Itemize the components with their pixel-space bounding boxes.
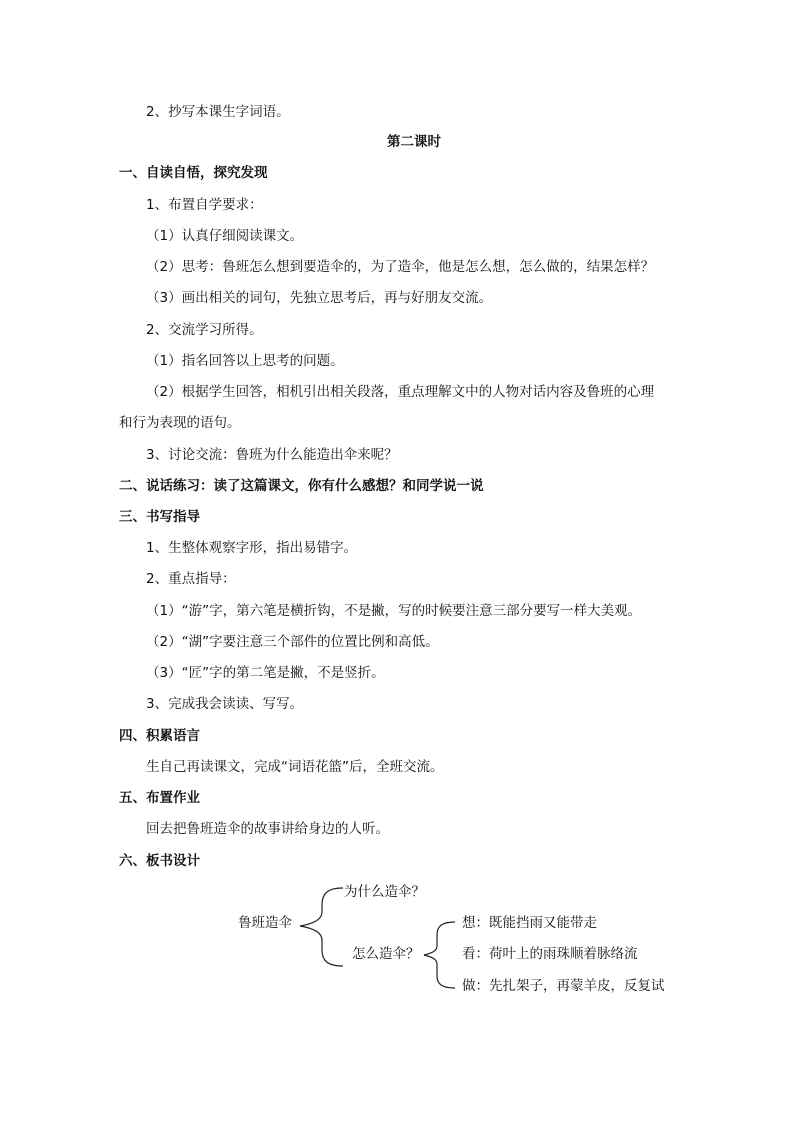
board-see: 看：荷叶上的雨珠顺着脉络流 (462, 946, 638, 962)
sec1-item-3: 3、讨论交流：鲁班为什么能造出伞来呢？ (146, 447, 398, 463)
section-6-heading: 六、板书设计 (119, 853, 200, 869)
sec1-item-2: 2、交流学习所得。 (146, 322, 263, 338)
section-3-heading: 三、书写指导 (119, 509, 200, 525)
intro-item-2: 2、抄写本课生字词语。 (146, 104, 290, 120)
sec1-item-1a: （1）认真仔细阅读课文。 (146, 228, 304, 244)
sec3-item-2: 2、重点指导： (146, 571, 236, 587)
sec4-body: 生自己再读课文，完成“词语花篮”后，全班交流。 (146, 759, 444, 775)
sec1-item-1c: （3）画出相关的词句，先独立思考后，再与好朋友交流。 (146, 290, 493, 306)
board-think: 想：既能挡雨又能带走 (462, 915, 597, 931)
section-2-heading: 二、说话练习：读了这篇课文，你有什么感想？和同学说一说 (119, 478, 484, 494)
sec1-item-2a: （1）指名回答以上思考的问题。 (146, 353, 344, 369)
sec1-item-2b-line2: 和行为表现的语句。 (119, 415, 241, 431)
board-root: 鲁班造伞 (238, 915, 292, 931)
sec3-item-2c: （3）“匠”字的第二笔是撇，不是竖折。 (146, 665, 385, 681)
section-4-heading: 四、积累语言 (119, 728, 200, 744)
board-do: 做：先扎架子，再蒙羊皮，反复试 (462, 978, 665, 994)
board-bracket-how (424, 922, 455, 988)
sec1-item-1: 1、布置自学要求： (146, 197, 263, 213)
section-1-heading: 一、自读自悟，探究发现 (119, 165, 268, 181)
sec5-body: 回去把鲁班造伞的故事讲给身边的人听。 (146, 821, 389, 837)
sec3-item-2a: （1）“游”字，第六笔是横折钩，不是撇，写的时候要注意三部分要写一样大美观。 (146, 603, 642, 619)
board-how: 怎么造伞？ (352, 946, 420, 962)
board-bracket-main (300, 888, 343, 966)
section-5-heading: 五、布置作业 (119, 790, 200, 806)
sec3-item-1: 1、生整体观察字形，指出易错字。 (146, 540, 358, 556)
board-why: 为什么造伞？ (344, 884, 425, 900)
sec1-item-1b: （2）思考：鲁班怎么想到要造伞的，为了造伞，他是怎么想，怎么做的，结果怎样？ (146, 259, 655, 275)
sec3-item-3: 3、完成我会读读、写写。 (146, 696, 304, 712)
lesson-title: 第二课时 (387, 134, 441, 150)
sec3-item-2b: （2）“湖”字要注意三个部件的位置比例和高低。 (146, 634, 439, 650)
sec1-item-2b-line1: （2）根据学生回答，相机引出相关段落，重点理解文中的人物对话内容及鲁班的心理 (146, 384, 655, 400)
